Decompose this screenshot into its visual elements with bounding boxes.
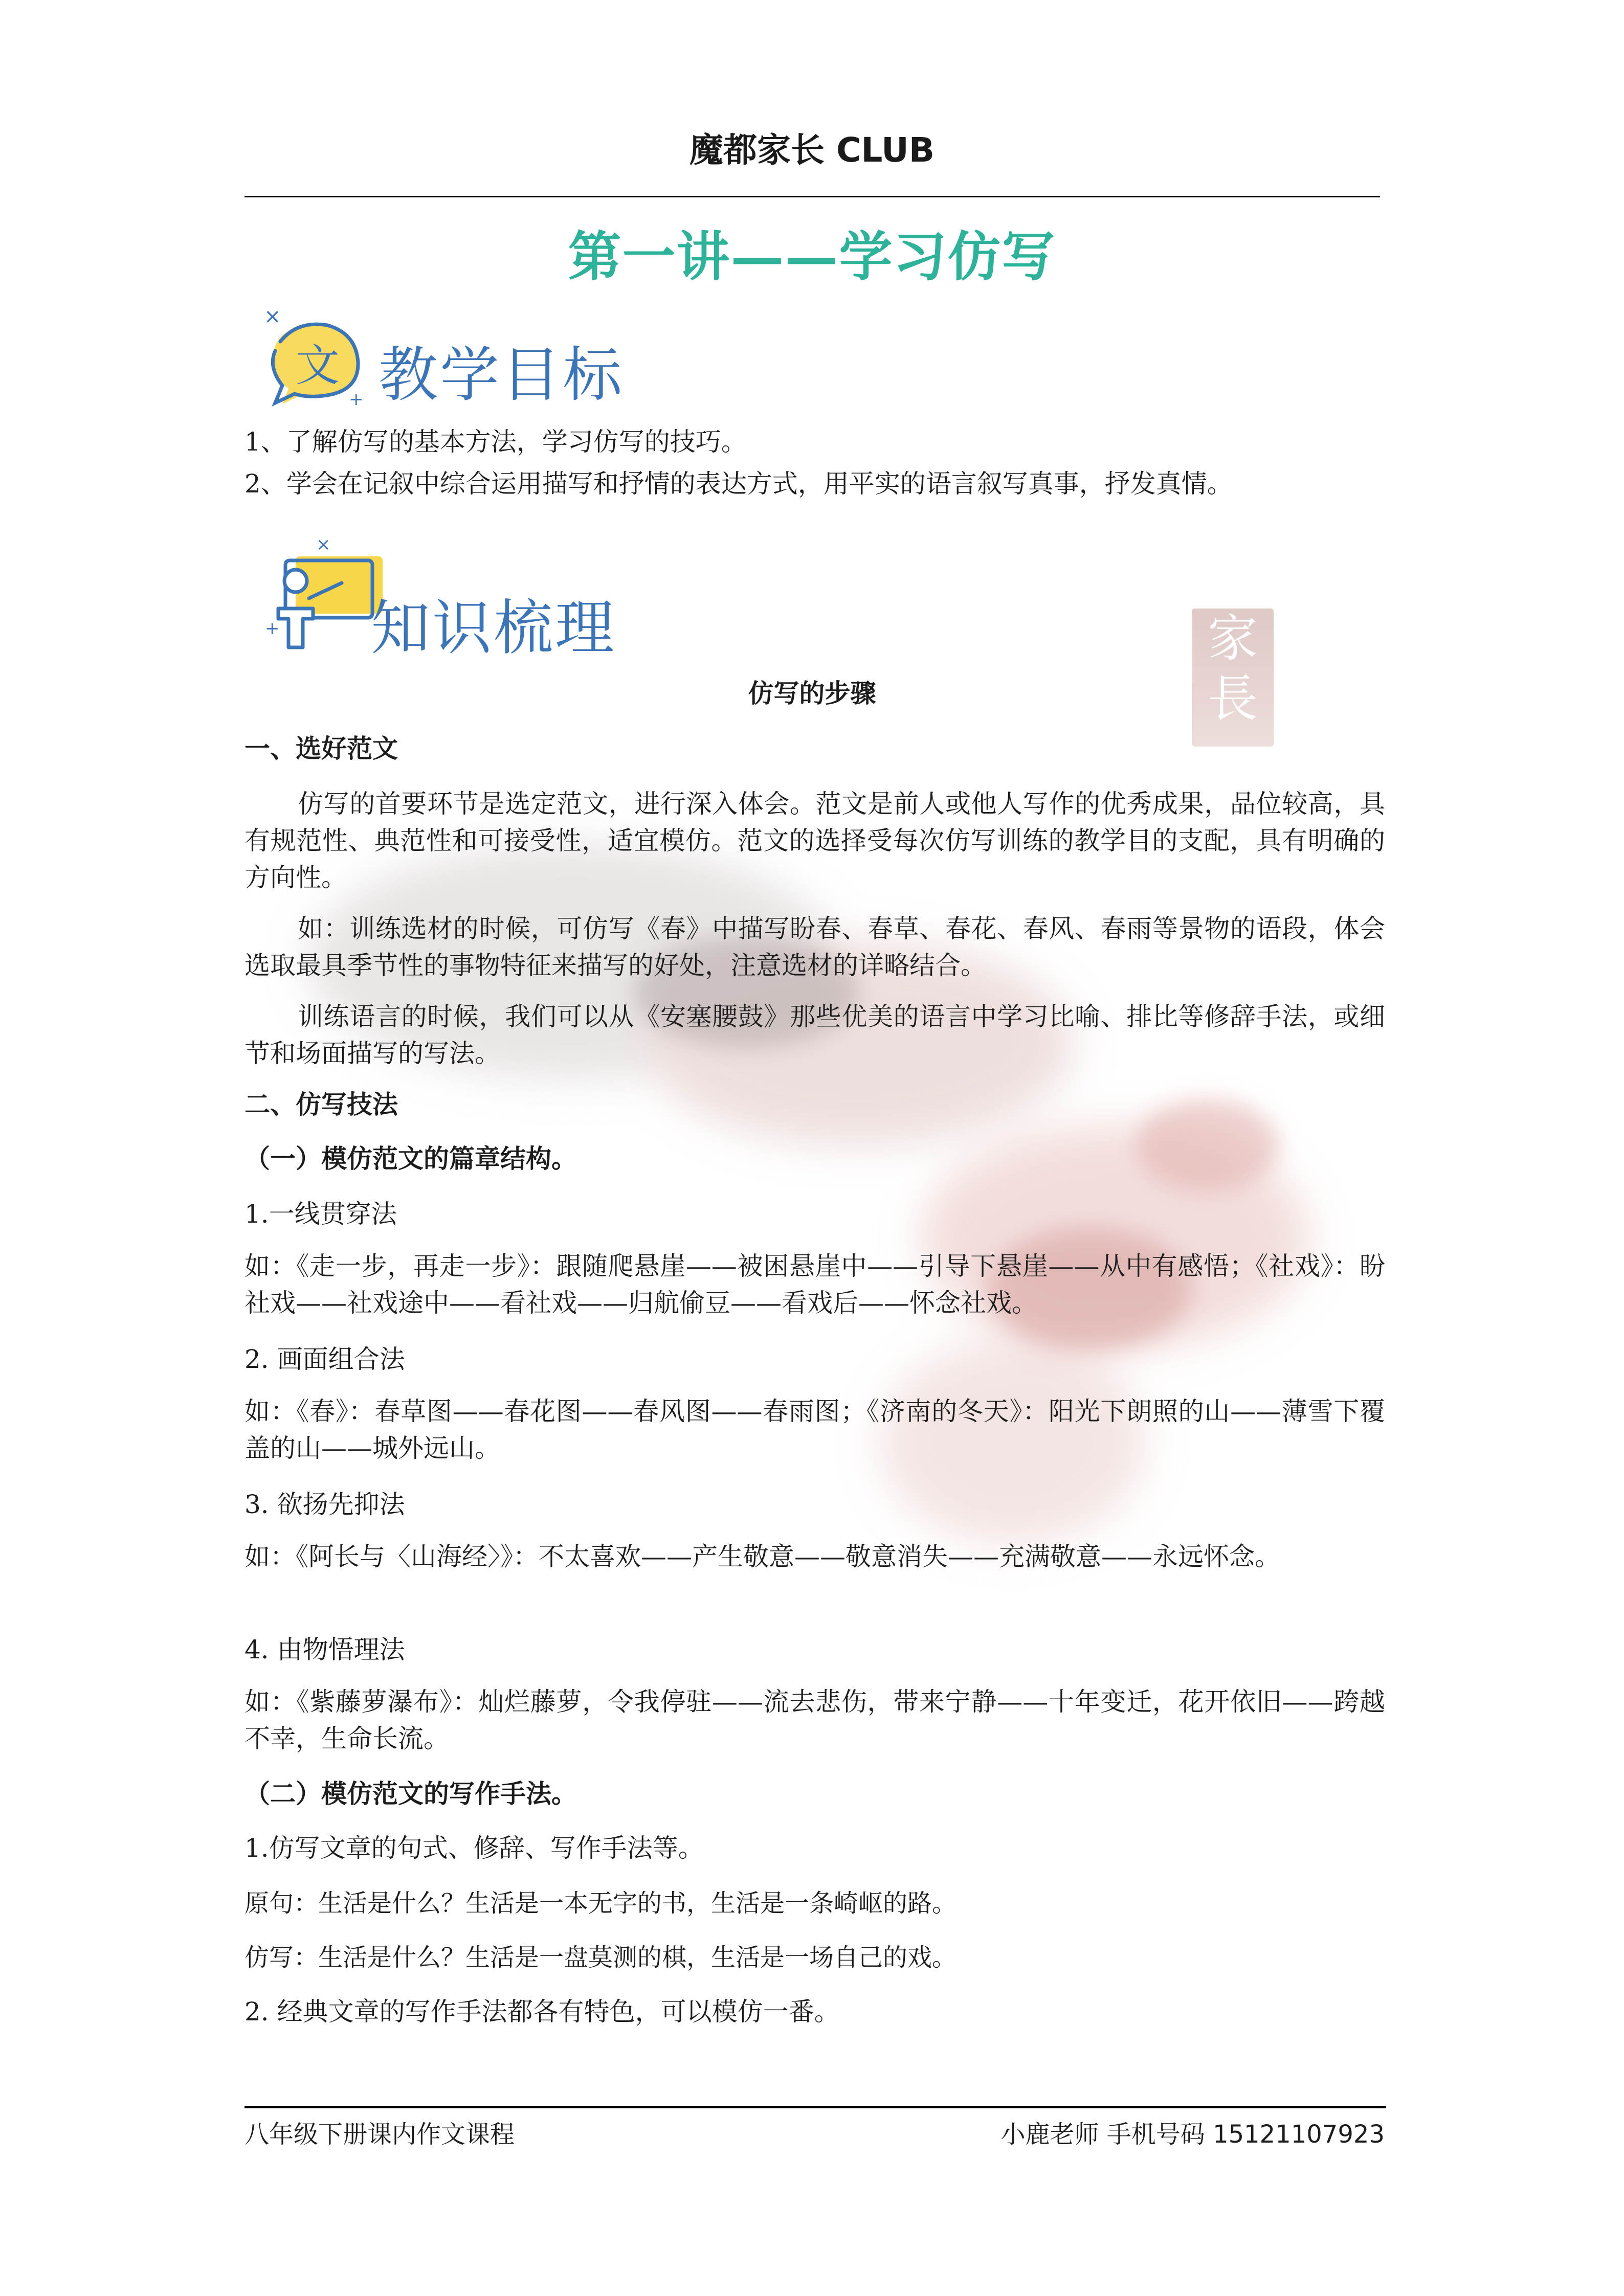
structure-item-3-example: 如：《阿长与〈山海经〉》：不太喜欢——产生敬意——敬意消失——充满敬意——永远怀念。 [244,1542,1280,1571]
header-title: 魔都家长 CLUB [689,130,935,170]
stamp-char-1: 家 [1207,610,1258,668]
svg-text:文: 文 [296,340,340,391]
svg-text:+: + [349,389,364,410]
structure-item-4-example: 如：《紫藤萝瀑布》：灿烂藤萝，令我停驻——流去悲伤，带来宁静——十年变迁，花开依旧——跨越不幸，生命长流。 [244,1687,1385,1753]
teacher-board-icon [265,532,388,655]
structure-item-2-label: 2. 画面组合法 [244,1344,405,1374]
section-1-paragraph-1: 仿写的首要环节是选定范文，进行深入体会。范文是前人或他人写作的优秀成果，品位较高，具有规范性、典范性和可接受性，适宜模仿。范文的选择受每次仿写训练的教学目的支配，具有明确的方向性。 [244,789,1385,892]
footer-teacher-contact: 小鹿老师 手机号码 15121107923 [1000,2120,1385,2149]
structure-item-3-label: 3. 欲扬先抑法 [244,1490,405,1519]
knowledge-review-heading: 知识梳理 [371,594,616,663]
stamp-char-2: 長 [1207,670,1258,728]
svg-text:×: × [316,534,331,555]
footer-course-name: 八年级下册课内作文课程 [244,2120,515,2149]
steps-title: 仿写的步骤 [748,678,876,708]
structure-item-1-example: 如：《走一步，再走一步》：跟随爬悬崖——被困悬崖中——引导下悬崖——从中有感悟；《社戏》：盼社戏——社戏途中——看社戏——归航偷豆——看戏后——怀念社戏。 [244,1251,1385,1318]
technique-item-1: 1.仿写文章的句式、修辞、写作手法等。 [244,1833,704,1863]
original-sentence: 原句：生活是什么？生活是一本无字的书，生活是一条崎岖的路。 [244,1889,957,1918]
structure-item-2-example: 如：《春》：春草图——春花图——春风图——春雨图；《济南的冬天》：阳光下朗照的山——薄雪下覆盖的山——城外远山。 [244,1397,1385,1463]
imitation-sentence: 仿写：生活是什么？生活是一盘莫测的棋，生活是一场自己的戏。 [244,1943,957,1972]
lesson-title: 第一讲——学习仿写 [568,225,1056,288]
wen-chat-icon [251,302,371,412]
section-2-heading: 二、仿写技法 [244,1089,398,1119]
section-1-heading: 一、选好范文 [244,733,398,763]
goal-item-1: 1、了解仿写的基本方法，学习仿写的技巧。 [244,427,747,457]
section-1-paragraph-2: 如：训练选材的时候，可仿写《春》中描写盼春、春草、春花、春风、春雨等景物的语段，体会选取最具季节性的事物特征来描写的好处，注意选材的详略结合。 [244,914,1385,980]
section-1-paragraph-3: 训练语言的时候，我们可以从《安塞腰鼓》那些优美的语言中学习比喻、排比等修辞手法，或细节和场面描写的写法。 [244,1002,1385,1068]
teaching-goals-heading: 教学目标 [379,341,624,410]
footer-divider [244,2106,1386,2108]
structure-item-1-label: 1.一线贯穿法 [244,1199,397,1229]
header-divider [244,196,1380,197]
goal-item-2: 2、学会在记叙中综合运用描写和抒情的表达方式，用平实的语言叙写真事，抒发真情。 [244,469,1233,499]
structure-item-4-label: 4. 由物悟理法 [244,1635,405,1664]
svg-text:+: + [265,618,280,639]
technique-item-2: 2. 经典文章的写作手法都各有特色，可以模仿一番。 [244,1997,840,2027]
svg-text:×: × [264,305,281,328]
subsection-2-heading: （二）模仿范文的写作手法。 [244,1779,577,1809]
subsection-1-heading: （一）模仿范文的篇章结构。 [244,1143,577,1174]
